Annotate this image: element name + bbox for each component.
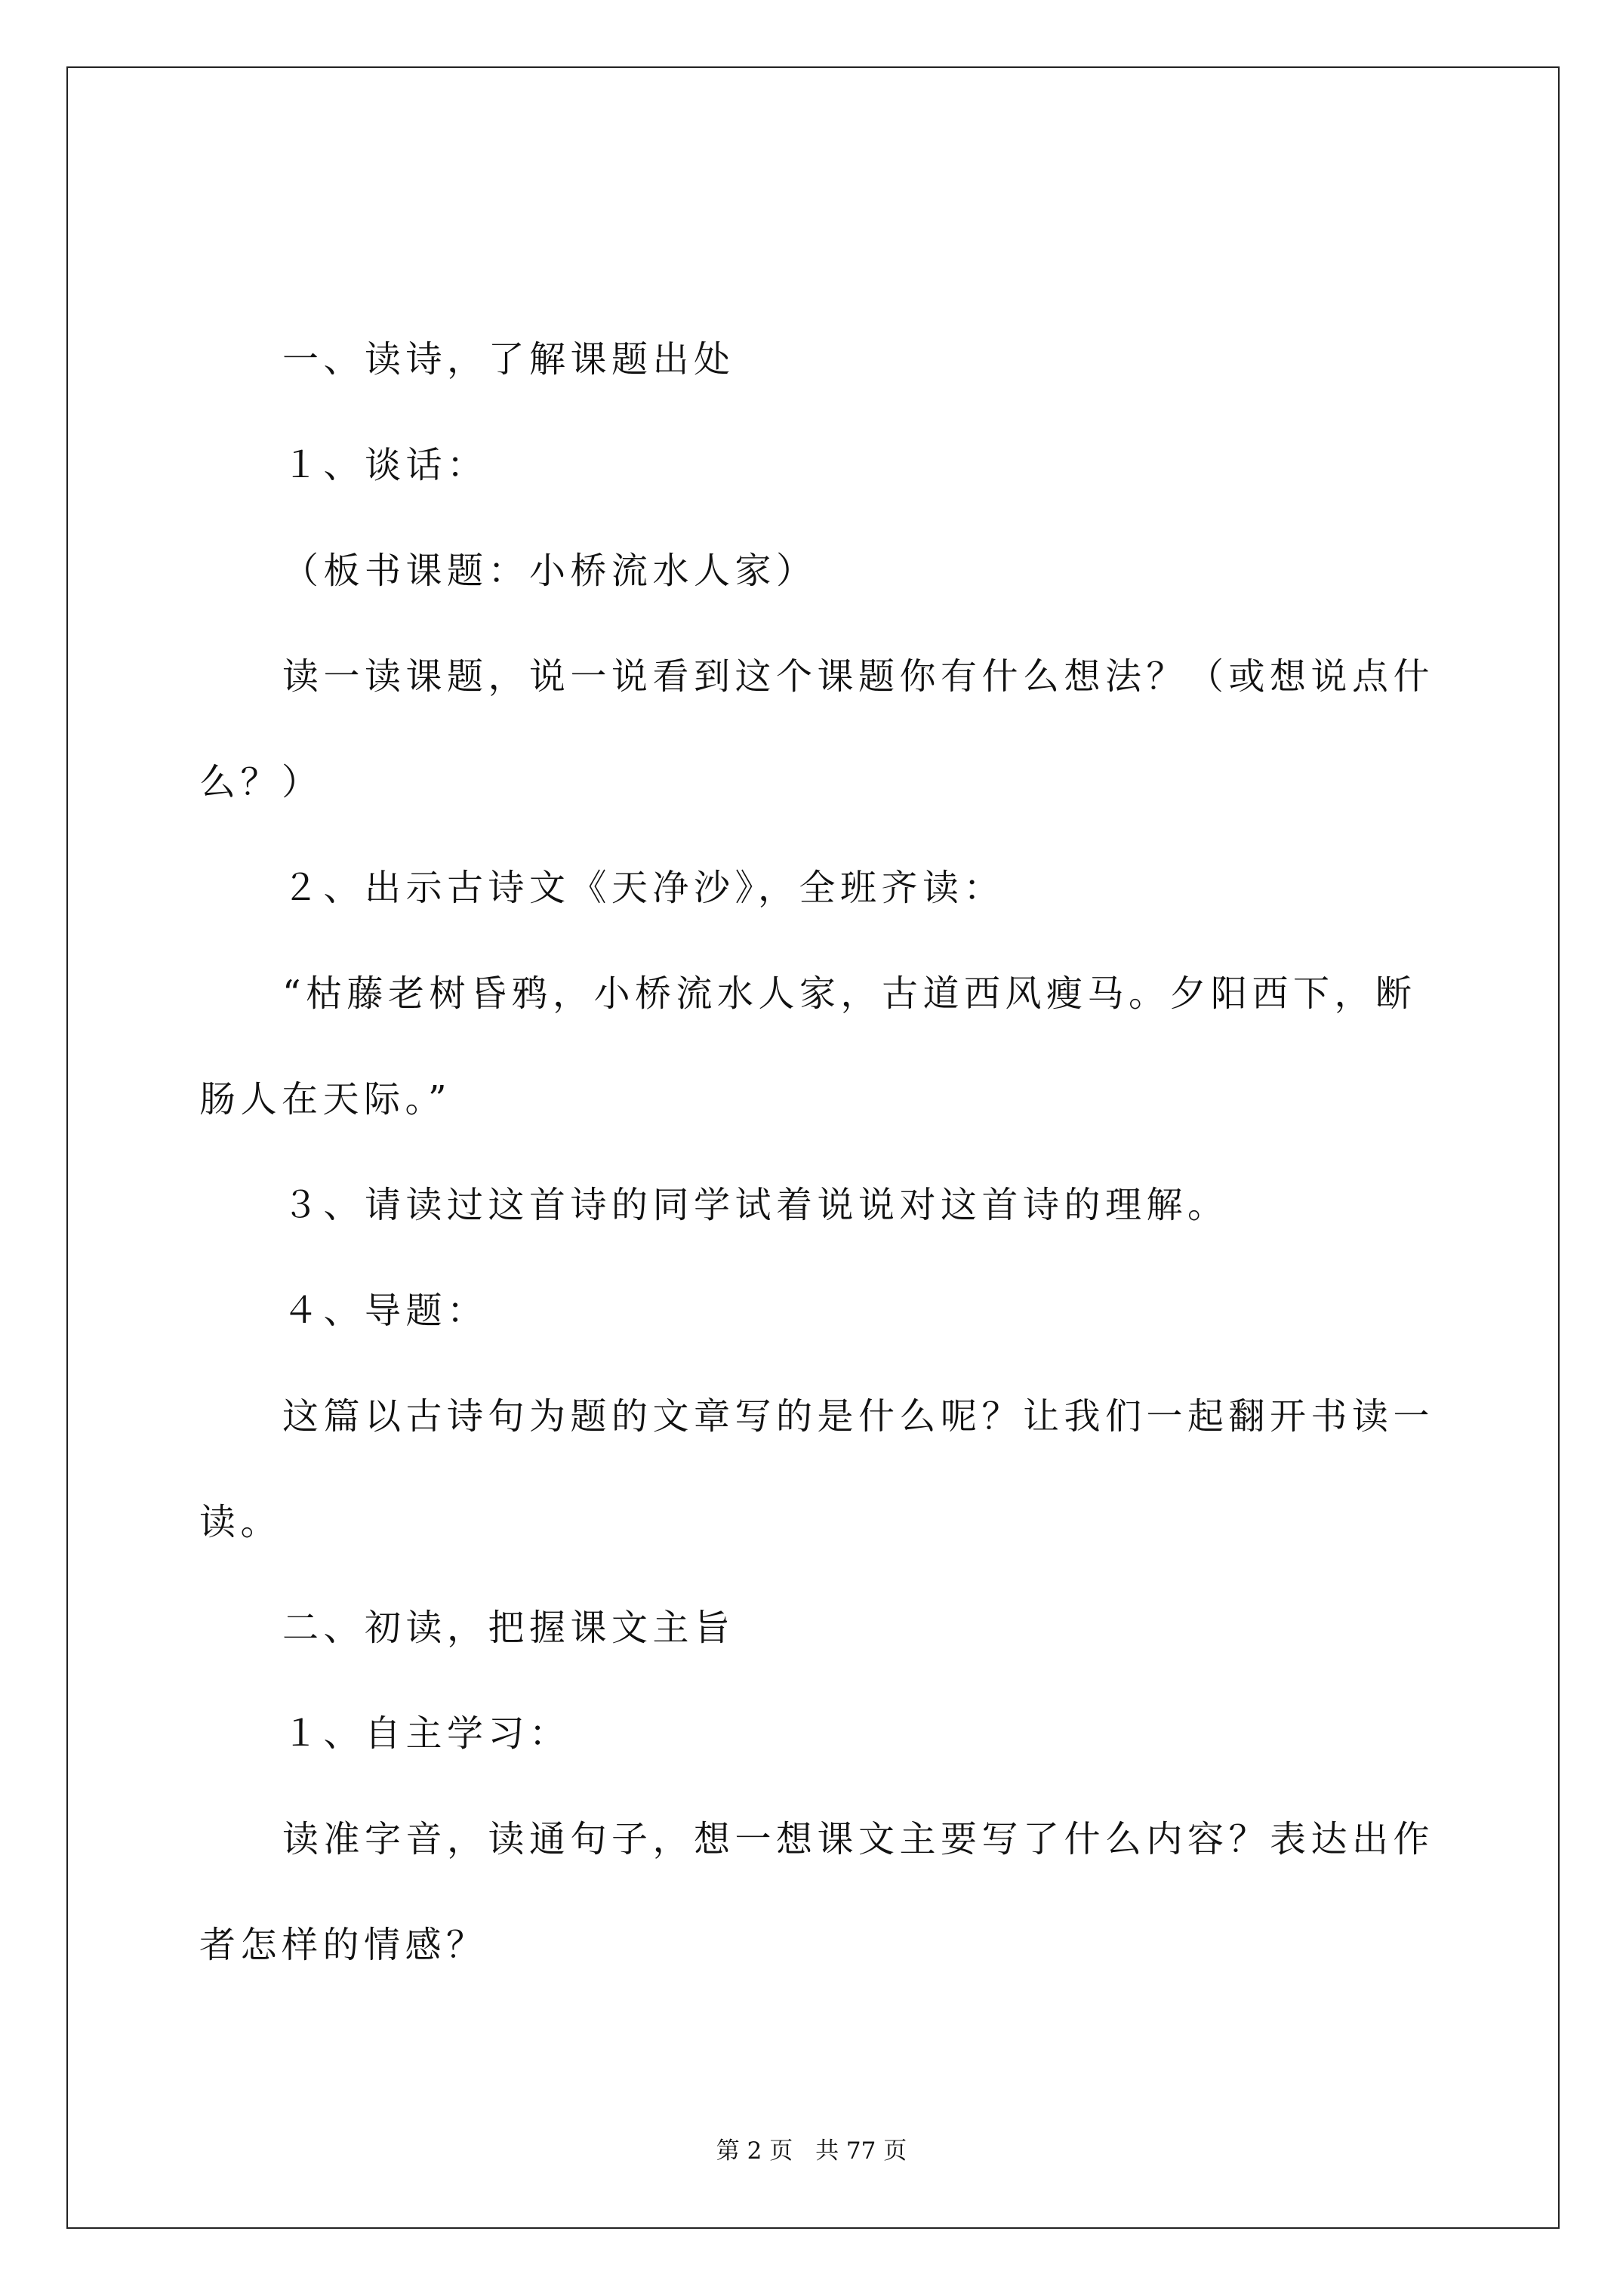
paragraph: 读一读课题，说一说看到这个课题你有什么想法？（或想说点什 xyxy=(282,655,1435,698)
section-heading-2: 二、初读，把握课文主旨 xyxy=(282,1607,735,1649)
page-total: 共 77 页 xyxy=(815,2137,907,2165)
paragraph: 读准字音，读通句子，想一想课文主要写了什么内容？表达出作 xyxy=(282,1818,1435,1860)
page-border xyxy=(66,66,1560,2229)
paragraph: １、自主学习： xyxy=(282,1712,571,1755)
paragraph: ２、出示古诗文《天净沙》，全班齐读： xyxy=(282,867,1006,909)
paragraph: 这篇以古诗句为题的文章写的是什么呢？让我们一起翻开书读一 xyxy=(282,1395,1435,1438)
paragraph: １、谈话： xyxy=(282,444,488,486)
page-number: 第 2 页 xyxy=(716,2137,793,2165)
section-heading-1: 一、读诗，了解课题出处 xyxy=(282,338,735,381)
paragraph-continuation: 者怎样的情感？ xyxy=(199,1924,488,1966)
poem-quote-continuation: 肠人在天际。” xyxy=(199,1078,452,1120)
paragraph-continuation: 读。 xyxy=(199,1501,282,1543)
paragraph: （板书课题：小桥流水人家） xyxy=(282,550,818,592)
paragraph: ３、请读过这首诗的同学试着说说对这首诗的理解。 xyxy=(282,1184,1229,1226)
paragraph: ４、导题： xyxy=(282,1290,488,1332)
poem-quote: “枯藤老树昏鸦，小桥流水人家，古道西风瘦马。夕阳西下，断 xyxy=(282,972,1417,1015)
paragraph-continuation: 么？） xyxy=(199,761,323,803)
page-footer xyxy=(0,2138,1623,2164)
